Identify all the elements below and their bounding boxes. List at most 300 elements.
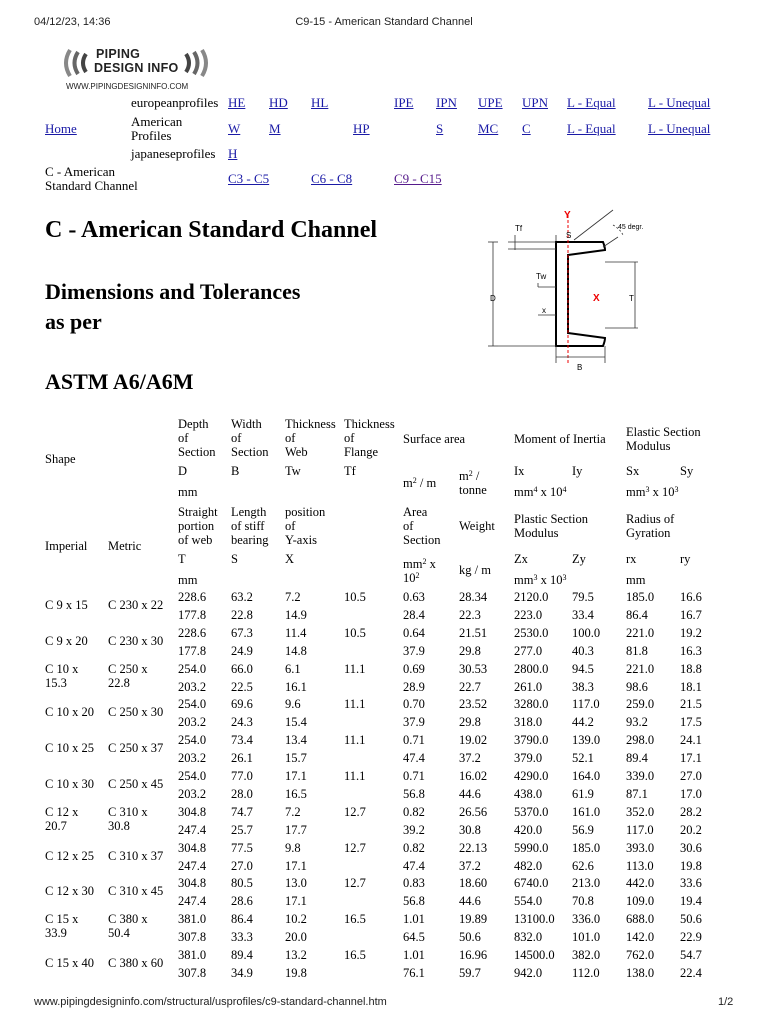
- cell-value: 339.0: [626, 769, 655, 783]
- cell-value: 161.0: [572, 804, 601, 819]
- cell-value: 15.4: [285, 715, 307, 730]
- print-title: C9-15 - American Standard Channel: [295, 16, 473, 28]
- cell-value: 76.1: [403, 965, 425, 980]
- cell-value: 26.1: [231, 751, 253, 766]
- imperial-designation: C 10 x: [45, 661, 79, 676]
- diagram-tw-label: Tw: [536, 272, 547, 281]
- cell-value: 25.7: [231, 822, 253, 837]
- cell-value: 63.2: [231, 590, 253, 604]
- cell-value: 0.71: [403, 733, 425, 748]
- cell-value: 70.8: [572, 894, 594, 909]
- cell-value: 2120.0: [514, 590, 549, 604]
- cell-value: 381.0: [178, 912, 207, 927]
- col-rx: rx: [626, 552, 637, 566]
- col-zx: Zx: [514, 552, 528, 566]
- cell-value: 0.64: [403, 625, 425, 640]
- col-inertia-unit: $mm^4$ x $10^4$: [514, 485, 567, 499]
- col-surface-unit-2: $m^2$ / tonne: [459, 469, 487, 497]
- cell-value: 213.0: [572, 876, 601, 891]
- col-plastic-unit: $mm^3$ x $10^3$: [514, 573, 567, 587]
- cell-value: 17.7: [285, 822, 307, 837]
- cell-value: 223.0: [514, 607, 543, 622]
- imperial-designation: C 9 x 15: [45, 598, 88, 612]
- cell-value: 113.0: [626, 858, 654, 873]
- cell-value: 16.02: [459, 769, 488, 783]
- logo-text-line2: DESIGN INFO: [94, 61, 179, 75]
- diagram-s-label: S: [566, 231, 572, 240]
- nav-eu-ipn[interactable]: IPN: [436, 95, 457, 110]
- cell-value: 21.5: [680, 697, 702, 712]
- imperial-designation: C 10 x 25: [45, 741, 94, 756]
- nav-us-mc[interactable]: MC: [478, 121, 499, 136]
- cell-value: 10.2: [285, 912, 307, 927]
- cell-value: 10.5: [344, 625, 366, 640]
- col-y-axis-position: position of Y-axis: [285, 505, 326, 547]
- cell-value: 381.0: [178, 948, 207, 962]
- cell-value: 4290.0: [514, 769, 549, 783]
- cell-value: 15.7: [285, 751, 307, 766]
- cell-value: 61.9: [572, 786, 594, 801]
- col-area: Area of Section: [403, 505, 441, 547]
- cell-value: 688.0: [626, 912, 655, 927]
- print-url: www.pipingdesigninfo.com/structural/usprofiles/c9-standard-channel.htm: [34, 996, 387, 1008]
- cell-value: 254.0: [178, 769, 207, 783]
- col-depth-symbol: D: [178, 464, 188, 478]
- col-imperial: Imperial: [45, 539, 88, 553]
- imperial-designation: C 10 x 30: [45, 777, 94, 791]
- metric-designation: 22.8: [108, 675, 130, 690]
- cell-value: 203.2: [178, 786, 207, 801]
- cell-value: 19.02: [459, 733, 488, 748]
- cell-value: 0.83: [403, 876, 425, 891]
- cell-value: 29.8: [459, 715, 481, 730]
- cell-value: 17.1: [285, 858, 307, 873]
- cell-value: 22.8: [231, 607, 253, 622]
- cell-value: 203.2: [178, 679, 207, 694]
- nav-us-s[interactable]: S: [436, 121, 444, 136]
- cell-value: 98.6: [626, 679, 648, 694]
- cell-value: 261.0: [514, 679, 543, 694]
- cell-value: 832.0: [514, 930, 543, 945]
- cell-value: 336.0: [572, 912, 601, 927]
- nav-european-label: europeanprofiles: [131, 95, 219, 110]
- cell-value: 20.0: [285, 930, 307, 945]
- cell-value: 13100.0: [514, 912, 555, 927]
- cell-value: 6740.0: [514, 876, 549, 891]
- cell-value: 28.4: [403, 607, 425, 622]
- diagram-t-label: T: [629, 294, 634, 303]
- cell-value: 379.0: [514, 751, 543, 766]
- cell-value: 307.8: [178, 965, 207, 980]
- col-flange-thickness: Thickness of Flange: [344, 417, 395, 459]
- col-tw-symbol: Tw: [285, 464, 301, 478]
- cell-value: 27.0: [680, 769, 702, 783]
- cell-value: 277.0: [514, 643, 543, 658]
- cell-value: 62.6: [572, 858, 594, 873]
- cell-value: 24.3: [231, 715, 253, 730]
- cell-value: 185.0: [572, 840, 601, 855]
- cell-value: 438.0: [514, 786, 543, 801]
- cell-value: 28.9: [403, 679, 425, 694]
- nav-c6-c8[interactable]: C6 - C8: [311, 171, 353, 186]
- cell-value: 17.1: [680, 751, 702, 766]
- diagram-angle-label: 45 degr.: [618, 224, 644, 231]
- metric-designation: C 310 x 45: [108, 884, 164, 899]
- cell-value: 30.53: [459, 661, 488, 676]
- cell-value: 44.2: [572, 715, 594, 730]
- nav-us-l-equal[interactable]: L - Equal: [567, 121, 616, 136]
- cell-value: 22.13: [459, 840, 488, 855]
- cell-value: 254.0: [178, 697, 207, 712]
- cell-value: 307.8: [178, 930, 207, 945]
- col-width: Width of Section: [231, 417, 269, 459]
- col-plastic-modulus: Plastic Section Modulus: [514, 512, 588, 540]
- cell-value: 50.6: [459, 930, 481, 945]
- cell-value: 33.4: [572, 607, 594, 622]
- cell-value: 74.7: [231, 804, 253, 819]
- nav-us-hp[interactable]: HP: [353, 121, 370, 136]
- cell-value: 73.4: [231, 733, 253, 748]
- cell-value: 22.3: [459, 607, 481, 622]
- cell-value: 142.0: [626, 930, 655, 945]
- col-t-symbol: T: [178, 552, 186, 566]
- cell-value: 221.0: [626, 661, 655, 676]
- cell-value: 77.5: [231, 840, 253, 855]
- cell-value: 64.5: [403, 930, 425, 945]
- col-surface-area: Surface area: [403, 432, 466, 446]
- nav-c-label-2: Standard Channel: [45, 178, 138, 193]
- cell-value: 11.1: [344, 733, 366, 748]
- nav-c9-c15[interactable]: C9 - C15: [394, 171, 442, 186]
- cell-value: 80.5: [231, 876, 253, 891]
- cell-value: 17.5: [680, 715, 702, 730]
- cell-value: 21.51: [459, 625, 488, 640]
- cell-value: 34.9: [231, 965, 253, 980]
- col-width-symbol: B: [231, 464, 240, 478]
- print-page: 1/2: [718, 996, 734, 1008]
- cell-value: 28.34: [459, 590, 488, 604]
- cell-value: 247.4: [178, 858, 207, 873]
- nav-us-m[interactable]: M: [269, 121, 281, 136]
- cell-value: 16.6: [680, 590, 702, 604]
- cell-value: 26.56: [459, 804, 488, 819]
- cell-value: 762.0: [626, 948, 655, 962]
- nav-american-label-2: Profiles: [131, 128, 172, 143]
- cell-value: 5990.0: [514, 840, 549, 855]
- cell-value: 29.8: [459, 643, 481, 658]
- cell-value: 0.69: [403, 661, 425, 676]
- cell-value: 117.0: [626, 822, 654, 837]
- cell-value: 393.0: [626, 840, 655, 855]
- col-modulus-unit: $mm^3$ x $10^3$: [626, 485, 679, 499]
- cell-value: 6.1: [285, 661, 301, 676]
- cell-value: 66.0: [231, 661, 253, 676]
- cell-value: 109.0: [626, 894, 655, 909]
- cell-value: 3790.0: [514, 733, 549, 748]
- cell-value: 22.4: [680, 965, 702, 980]
- col-radius-gyration: Radius of Gyration: [626, 512, 675, 540]
- cell-value: 33.6: [680, 876, 702, 891]
- col-web-thickness: Thickness of Web: [285, 417, 336, 459]
- col-moment-of-inertia: Moment of Inertia: [514, 432, 606, 446]
- cell-value: 16.96: [459, 948, 488, 962]
- cell-value: 12.7: [344, 840, 366, 855]
- cell-value: 185.0: [626, 590, 655, 604]
- cell-value: 0.70: [403, 697, 425, 712]
- nav-us-l-unequal[interactable]: L - Unequal: [648, 121, 711, 136]
- cell-value: 47.4: [403, 858, 425, 873]
- logo-waves-left-icon: [58, 46, 94, 80]
- cell-value: 16.5: [285, 786, 307, 801]
- cell-value: 101.0: [572, 930, 601, 945]
- cell-value: 19.4: [680, 894, 702, 909]
- nav-eu-hl[interactable]: HL: [311, 95, 329, 110]
- col-sy: Sy: [680, 464, 694, 478]
- col-sx: Sx: [626, 464, 640, 478]
- col-zy: Zy: [572, 552, 586, 566]
- cell-value: 16.5: [344, 948, 366, 962]
- cell-value: 228.6: [178, 625, 207, 640]
- cell-value: 11.1: [344, 661, 366, 676]
- nav-jp-h[interactable]: H: [228, 146, 238, 161]
- cell-value: 254.0: [178, 661, 207, 676]
- col-iy: Iy: [572, 464, 583, 478]
- cell-value: 13.2: [285, 948, 307, 962]
- cell-value: 247.4: [178, 894, 207, 909]
- cell-value: 37.2: [459, 751, 481, 766]
- site-logo[interactable]: [58, 44, 218, 96]
- nav-us-w[interactable]: W: [228, 121, 241, 136]
- cell-value: 117.0: [572, 697, 600, 712]
- print-date: 04/12/23, 14:36: [34, 16, 111, 28]
- cell-value: 86.4: [626, 607, 648, 622]
- col-radius-unit: mm: [626, 573, 646, 587]
- cell-value: 47.4: [403, 751, 425, 766]
- cell-value: 87.1: [626, 786, 648, 801]
- col-straight-web: Straight portion of web: [178, 505, 218, 547]
- cell-value: 2800.0: [514, 661, 549, 676]
- imperial-designation: C 12 x 30: [45, 884, 94, 899]
- cell-value: 164.0: [572, 769, 601, 783]
- cell-value: 19.8: [285, 965, 307, 980]
- cell-value: 112.0: [572, 965, 600, 980]
- metric-designation: C 250 x 30: [108, 705, 164, 720]
- cell-value: 304.8: [178, 804, 207, 819]
- metric-designation: C 250 x 37: [108, 741, 164, 756]
- imperial-designation: C 12 x: [45, 804, 79, 819]
- cell-value: 203.2: [178, 715, 207, 730]
- cell-value: 39.2: [403, 822, 425, 837]
- metric-designation: 50.4: [108, 926, 130, 941]
- cell-value: 203.2: [178, 751, 207, 766]
- cell-value: 14.8: [285, 643, 307, 658]
- imperial-designation: 15.3: [45, 675, 67, 690]
- subtitle-line-1: Dimensions and Tolerances: [45, 279, 301, 304]
- cell-value: 22.7: [459, 679, 481, 694]
- cell-value: 482.0: [514, 858, 543, 873]
- cell-value: 7.2: [285, 804, 301, 819]
- logo-url: WWW.PIPINGDESIGNINFO.COM: [66, 82, 189, 91]
- cell-value: 27.0: [231, 858, 253, 873]
- cell-value: 254.0: [178, 733, 207, 748]
- cell-value: 318.0: [514, 715, 543, 730]
- cell-value: 139.0: [572, 733, 601, 748]
- cell-value: 1.01: [403, 948, 425, 962]
- col-x-symbol: X: [285, 552, 295, 566]
- col-surface-unit-1: $m^2$ / m: [403, 476, 437, 490]
- cell-value: 11.1: [344, 769, 366, 783]
- cell-value: 13.4: [285, 733, 307, 748]
- metric-designation: C 250 x 45: [108, 777, 164, 791]
- cell-value: 0.63: [403, 590, 425, 604]
- cell-value: 0.82: [403, 840, 425, 855]
- cell-value: 23.52: [459, 697, 488, 712]
- cell-value: 0.82: [403, 804, 425, 819]
- nav-eu-he[interactable]: HE: [228, 95, 246, 110]
- cell-value: 442.0: [626, 876, 655, 891]
- logo-waves-right-icon: [178, 46, 214, 80]
- cell-value: 67.3: [231, 625, 253, 640]
- imperial-designation: C 9 x 20: [45, 633, 88, 648]
- cell-value: 11.1: [344, 697, 366, 712]
- cell-value: 9.8: [285, 840, 301, 855]
- metric-designation: C 310 x 37: [108, 848, 164, 863]
- metric-designation: C 310 x: [108, 804, 148, 819]
- cell-value: 942.0: [514, 965, 543, 980]
- metric-designation: 30.8: [108, 818, 130, 833]
- cell-value: 12.7: [344, 876, 366, 891]
- subtitle-line-2: as per: [45, 309, 102, 334]
- cell-value: 33.3: [231, 930, 253, 945]
- cell-value: 13.0: [285, 876, 307, 891]
- cell-value: 22.9: [680, 930, 702, 945]
- nav-c3-c5[interactable]: C3 - C5: [228, 171, 270, 186]
- col-ix: Ix: [514, 464, 525, 478]
- cell-value: 69.6: [231, 697, 253, 712]
- nav-american-label-1: American: [131, 114, 183, 129]
- cell-value: 44.6: [459, 894, 481, 909]
- nav-eu-l-unequal[interactable]: L - Unequal: [648, 95, 711, 110]
- cell-value: 12.7: [344, 804, 366, 819]
- col-weight-unit: kg / m: [459, 563, 491, 577]
- cell-value: 17.1: [285, 894, 307, 909]
- cell-value: 18.60: [459, 876, 488, 891]
- standard-heading: ASTM A6/A6M: [45, 369, 194, 394]
- col-metric: Metric: [108, 539, 142, 553]
- cell-value: 11.4: [285, 625, 307, 640]
- col-ry: ry: [680, 552, 691, 566]
- cell-value: 16.5: [344, 912, 366, 927]
- diagram-tf-label: Tf: [515, 224, 523, 233]
- cell-value: 20.2: [680, 822, 702, 837]
- diagram-x-label: x: [542, 306, 546, 315]
- cell-value: 177.8: [178, 607, 207, 622]
- cell-value: 18.8: [680, 661, 702, 676]
- cell-value: 19.2: [680, 625, 702, 640]
- cell-value: 382.0: [572, 948, 601, 962]
- cell-value: 247.4: [178, 822, 207, 837]
- cell-value: 14500.0: [514, 948, 555, 962]
- col-area-unit: $mm^2$ x $10^2$: [403, 557, 436, 585]
- cell-value: 59.7: [459, 965, 481, 980]
- cell-value: 94.5: [572, 661, 594, 676]
- cell-value: 77.0: [231, 769, 253, 783]
- cell-value: 352.0: [626, 804, 655, 819]
- nav-home-link[interactable]: Home: [45, 121, 77, 136]
- nav-japanese-label: japaneseprofiles: [131, 146, 216, 161]
- diagram-b-label: B: [577, 363, 583, 372]
- cell-value: 38.3: [572, 679, 594, 694]
- cell-value: 28.6: [231, 894, 253, 909]
- cell-value: 81.8: [626, 643, 648, 658]
- cell-value: 1.01: [403, 912, 425, 927]
- nav-eu-upn[interactable]: UPN: [522, 95, 549, 110]
- col-depth-unit: mm: [178, 485, 198, 499]
- cell-value: 17.0: [680, 786, 702, 801]
- cell-value: 89.4: [626, 751, 648, 766]
- cell-value: 7.2: [285, 590, 301, 604]
- logo-text-line1: PIPING: [96, 47, 141, 61]
- imperial-designation: C 15 x 40: [45, 956, 94, 970]
- col-stiff-bearing: Length of stiff bearing: [231, 505, 269, 547]
- metric-designation: C 250 x: [108, 661, 148, 676]
- cell-value: 30.6: [680, 840, 702, 855]
- metric-designation: C 230 x 22: [108, 598, 164, 612]
- cell-value: 177.8: [178, 643, 207, 658]
- cell-value: 19.89: [459, 912, 488, 927]
- cell-value: 304.8: [178, 876, 207, 891]
- nav-eu-l-equal[interactable]: L - Equal: [567, 95, 616, 110]
- cell-value: 14.9: [285, 607, 307, 622]
- cell-value: 9.6: [285, 697, 301, 712]
- imperial-designation: C 10 x 20: [45, 705, 94, 720]
- cell-value: 5370.0: [514, 804, 549, 819]
- cell-value: 24.9: [231, 643, 253, 658]
- nav-eu-hd[interactable]: HD: [269, 95, 288, 110]
- cell-value: 16.7: [680, 607, 702, 622]
- col-depth: Depth of Section: [178, 417, 216, 459]
- cell-value: 44.6: [459, 786, 481, 801]
- col-elastic-modulus: Elastic Section Modulus: [626, 425, 701, 453]
- cell-value: 37.2: [459, 858, 481, 873]
- cell-value: 52.1: [572, 751, 594, 766]
- nav-us-c[interactable]: C: [522, 121, 531, 136]
- nav-eu-upe[interactable]: UPE: [478, 95, 503, 110]
- cell-value: 56.8: [403, 894, 425, 909]
- cell-value: 37.9: [403, 715, 425, 730]
- cell-value: 100.0: [572, 625, 601, 640]
- diagram-d-label: D: [490, 294, 496, 303]
- cell-value: 54.7: [680, 948, 702, 962]
- nav-eu-ipe[interactable]: IPE: [394, 95, 414, 110]
- cell-value: 79.5: [572, 590, 594, 604]
- cell-value: 228.6: [178, 590, 207, 604]
- cell-value: 3280.0: [514, 697, 549, 712]
- imperial-designation: C 15 x: [45, 912, 79, 927]
- page-title: C - American Standard Channel: [45, 217, 378, 243]
- cell-value: 16.1: [285, 679, 307, 694]
- cell-value: 17.1: [285, 769, 307, 783]
- cell-value: 16.3: [680, 643, 702, 658]
- cell-value: 28.2: [680, 804, 702, 819]
- col-tf-symbol: Tf: [344, 464, 356, 478]
- cell-value: 50.6: [680, 912, 702, 927]
- cell-value: 86.4: [231, 912, 253, 927]
- cell-value: 10.5: [344, 590, 366, 604]
- cell-value: 56.8: [403, 786, 425, 801]
- cell-value: 420.0: [514, 822, 543, 837]
- col-t-unit: mm: [178, 573, 198, 587]
